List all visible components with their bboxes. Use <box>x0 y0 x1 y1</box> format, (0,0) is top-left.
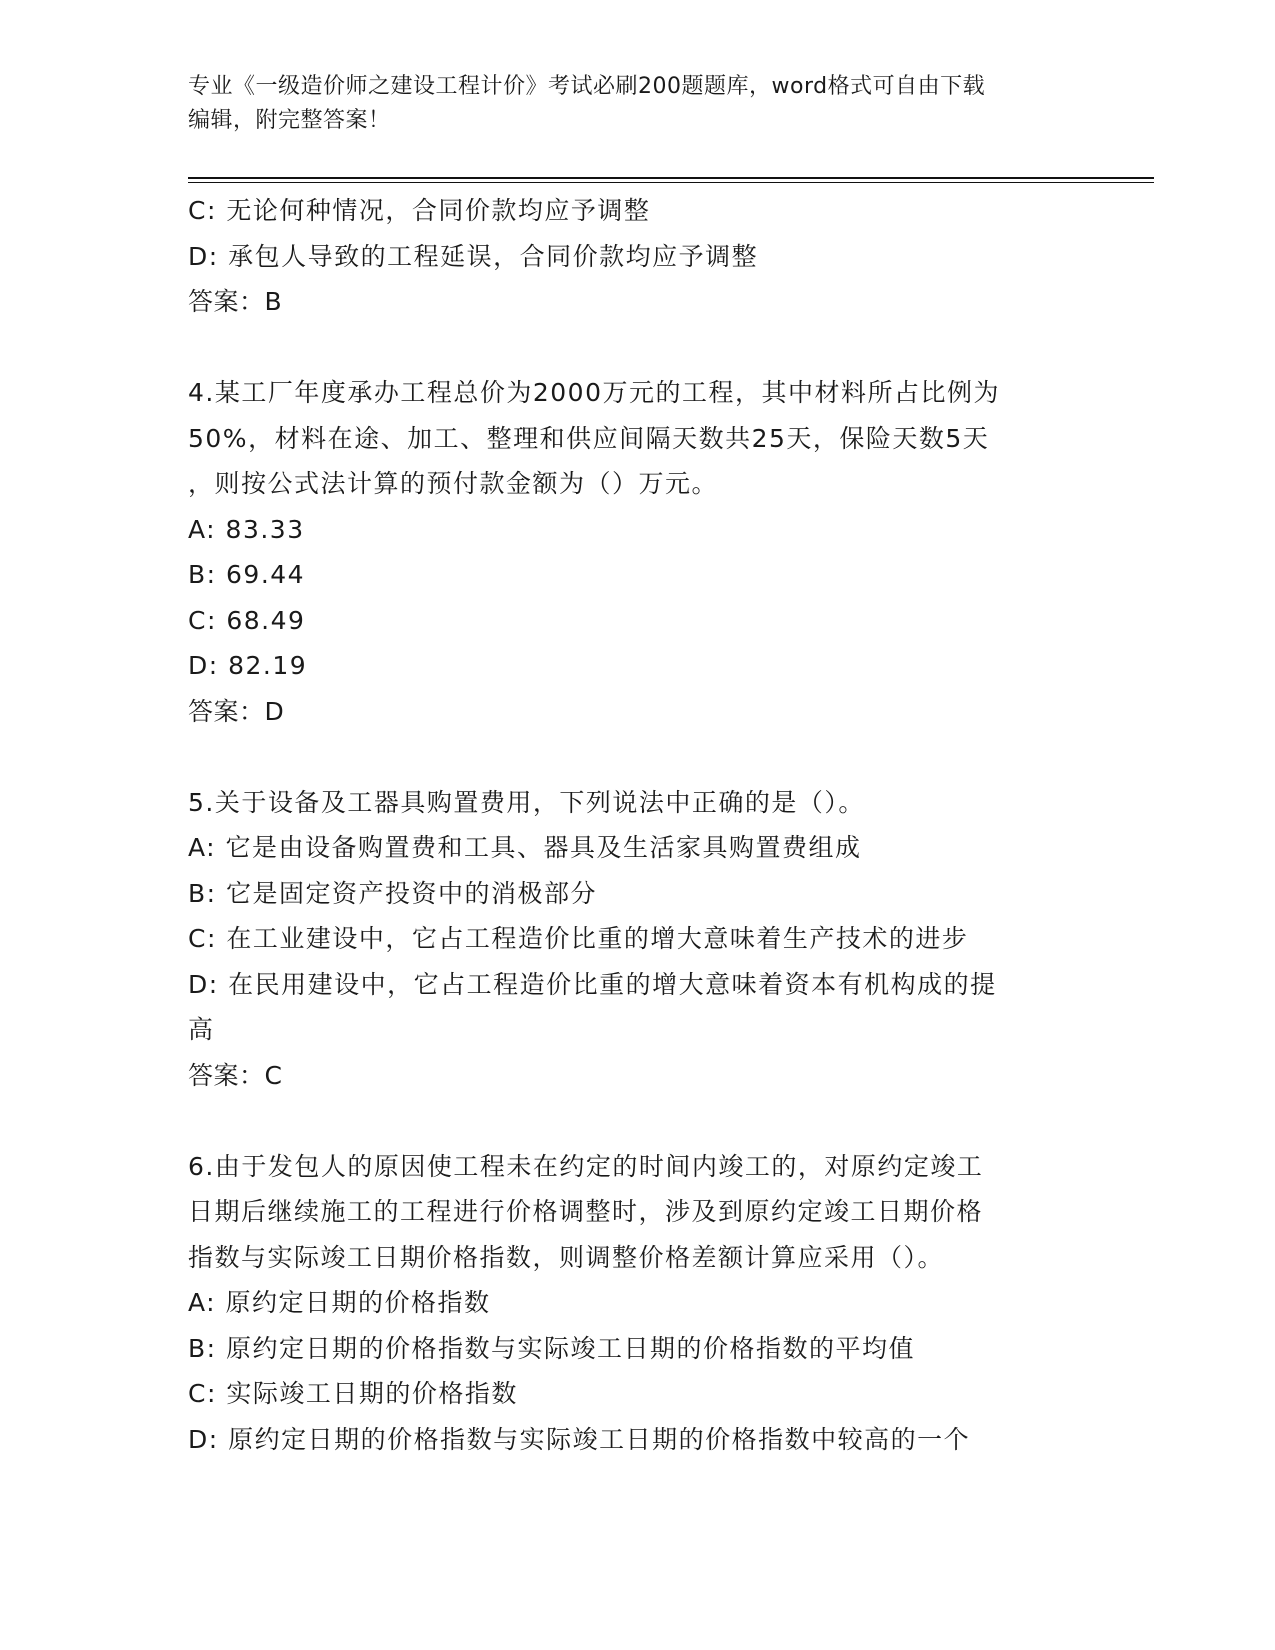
question-stem-line: 6.由于发包人的原因使工程未在约定的时间内竣工的，对原约定竣工 <box>188 1151 984 1181</box>
question-stem-line: 指数与实际竣工日期价格指数，则调整价格差额计算应采用（）。 <box>188 1242 945 1272</box>
header-line-1: 专业《一级造价师之建设工程计价》考试必刷200题题库，word格式可自由下载 <box>188 74 986 99</box>
document-header <box>188 70 1068 138</box>
option-d-continued: 高 <box>188 1015 215 1044</box>
header-rule-thin <box>188 182 1154 183</box>
option-c: C: 68.49 <box>188 605 306 635</box>
question-content <box>188 188 1088 1462</box>
previous-question <box>188 188 1088 325</box>
question-4 <box>188 370 1088 734</box>
question-5 <box>188 780 1088 1099</box>
option-d: D: 承包人导致的工程延误，合同价款均应予调整 <box>188 241 759 271</box>
question-stem-line: 5.关于设备及工器具购置费用，下列说法中正确的是（）。 <box>188 787 865 817</box>
option-d: D: 原约定日期的价格指数与实际竣工日期的价格指数中较高的一个 <box>188 1424 971 1454</box>
answer: 答案：C <box>188 1060 283 1090</box>
option-c: C: 无论何种情况，合同价款均应予调整 <box>188 196 651 225</box>
answer: 答案：B <box>188 287 283 316</box>
question-6 <box>188 1144 1088 1463</box>
question-stem-line: ，则按公式法计算的预付款金额为（）万元。 <box>188 469 719 498</box>
option-b: B: 69.44 <box>188 560 306 589</box>
header-rule-thick <box>188 177 1154 179</box>
answer: 答案：D <box>188 696 285 726</box>
option-a: A: 它是由设备购置费和工具、器具及生活家具购置费组成 <box>188 833 862 862</box>
question-stem-line: 4.某工厂年度承办工程总价为2000万元的工程，其中材料所占比例为 <box>188 378 1000 407</box>
option-a: A: 83.33 <box>188 514 305 544</box>
option-c: C: 在工业建设中，它占工程造价比重的增大意味着生产技术的进步 <box>188 924 969 953</box>
option-c: C: 实际竣工日期的价格指数 <box>188 1379 518 1408</box>
option-d: D: 82.19 <box>188 651 308 680</box>
header-line-2: 编辑，附完整答案！ <box>188 108 391 133</box>
option-a: A: 原约定日期的价格指数 <box>188 1288 491 1317</box>
option-d: D: 在民用建设中，它占工程造价比重的增大意味着资本有机构成的提 <box>188 969 997 999</box>
option-b: B: 它是固定资产投资中的消极部分 <box>188 878 598 908</box>
question-stem-line: 日期后继续施工的工程进行价格调整时，涉及到原约定竣工日期价格 <box>188 1197 984 1226</box>
option-b: B: 原约定日期的价格指数与实际竣工日期的价格指数的平均值 <box>188 1333 916 1363</box>
question-stem-line: 50%，材料在途、加工、整理和供应间隔天数共25天，保险天数5天 <box>188 423 990 453</box>
